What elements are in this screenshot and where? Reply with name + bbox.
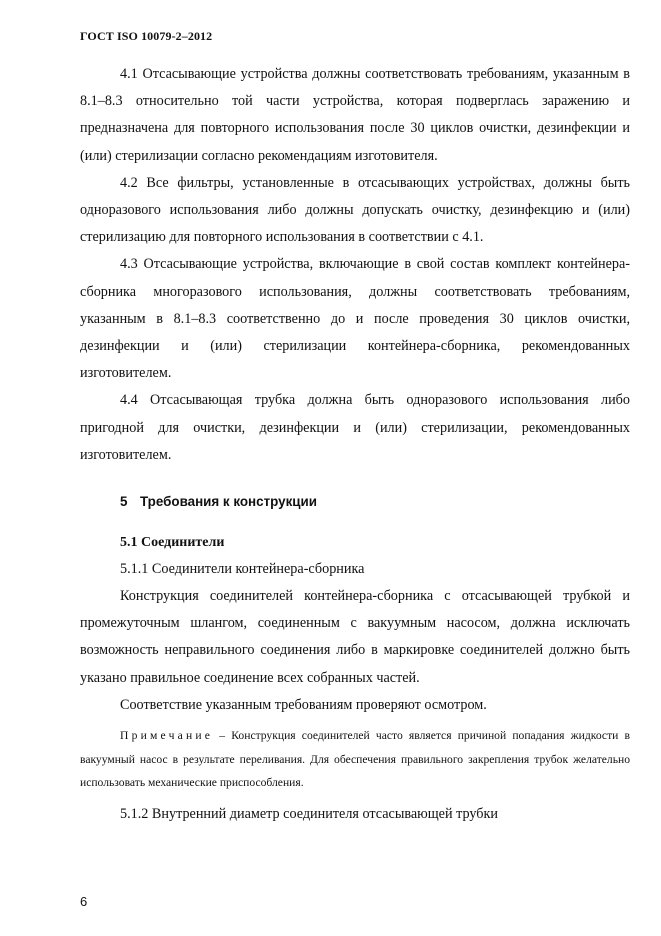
- section-5-1-heading: 5.1 Соединители: [120, 535, 225, 551]
- paragraph-5-1-1: Конструкция соединителей контейнера-сборника с отсасывающей трубкой и промежуточным шлангом, соединенным с вакуумным насосом, должна исключать возможность неправильного соединения либо в маркировке соединителей должно быть указано правильное соединение всех собранных частей.: [80, 588, 630, 686]
- paragraph-4-2: 4.2 Все фильтры, установленные в отсасывающих устройствах, должны быть одноразового использования либо должны допускать очистку, дезинфекцию и (или) стерилизацию для повторного использования в соответствии с 4.1.: [80, 174, 630, 246]
- section-5-1-1-heading: 5.1.1 Соединители контейнера-сборника: [120, 561, 365, 578]
- section-5-heading: [80, 488, 630, 515]
- paragraph-4-3: 4.3 Отсасывающие устройства, включающие в свой состав комплект контейнера-сборника многоразового использования, должны соответствовать требованиям, указанным в 8.1–8.3 соответственно до и после проведения 30 циклов очистки, дезинфекции и (или) стерилизации контейнера-сборника, рекомендованных изготовителем.: [80, 256, 630, 382]
- note-block: [80, 724, 630, 795]
- note-label: Примечание: [120, 729, 214, 743]
- page-number: 6: [80, 894, 88, 909]
- note-dash: –: [213, 729, 232, 743]
- paragraph-4-4: 4.4 Отсасывающая трубка должна быть одноразового использования либо пригодной для очистки, дезинфекции и (или) стерилизации, рекомендованных изготовителем.: [80, 392, 630, 463]
- paragraph-5-1-1-check: Соответствие указанным требованиям проверяют осмотром.: [120, 696, 487, 713]
- document-header: ГОСТ ISO 10079-2–2012: [80, 29, 213, 43]
- paragraph-4-1: 4.1 Отсасывающие устройства должны соответствовать требованиям, указанным в 8.1–8.3 относительно той части устройства, которая подверглась заражению и предназначена для повторного использования после 30 циклов очистки, дезинфекции и (или) стерилизации согласно рекомендациям изготовителя.: [80, 66, 630, 164]
- section-5-1-2-heading: 5.1.2 Внутренний диаметр соединителя отсасывающей трубки: [120, 805, 499, 822]
- document-body: [80, 61, 630, 828]
- note-text: Конструкция соединителей часто является причиной попадания жидкости в вакуумный насос в результате переливания. Для обеспечения правильного закрепления трубок желательно использовать механические приспособления.: [80, 729, 630, 790]
- section-5-title: Требования к конструкции: [140, 494, 317, 510]
- section-5-number: 5: [120, 494, 128, 510]
